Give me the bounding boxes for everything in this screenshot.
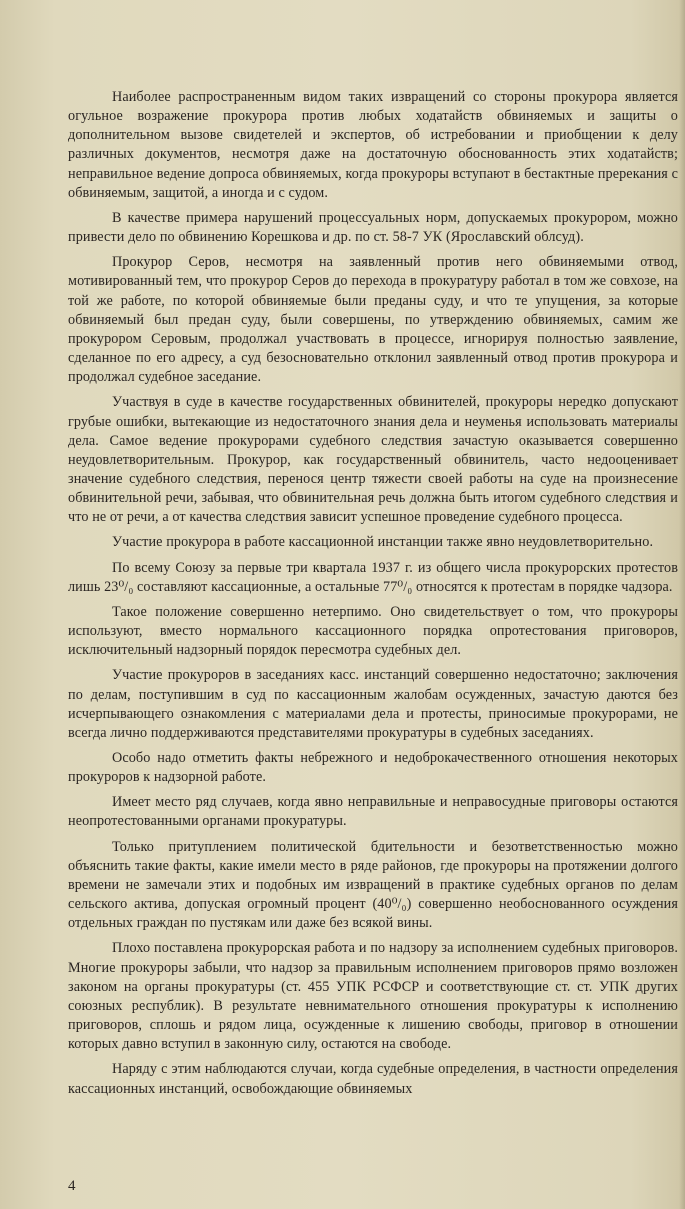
- paragraph-12: Плохо поставлена прокурорская работа и по надзору за исполнением судебных приговоров. Многие прокуроры забыли, что надзор за правильным исполнением приговоров прямо возложен законом на органы прокуратуры (ст. 455 УПК РСФСР и соответствующие ст. ст. УПК других союзных республик). В результате невнимательного отношения прокуратуры к исполнению приговоров, сплошь и рядом лица, осужденные к лишению свободы, приговор в отношении которых давно вступил в законную силу, остаются на свободе.: [68, 940, 678, 1053]
- paragraph-11: Только притуплением политической бдительности и безответственностью можно объяснить такие факты, какие имели место в ряде районов, где прокуроры на протяжении долгого времени не замечали этих и подобных им извращений в практике судебных органов по делам сельского актива, допуская огромный процент (40⁰/₀) совершенно необоснованного осуждения отдельных граждан по пустякам или даже без всякой вины.: [68, 838, 678, 932]
- paragraph-13: Наряду с этим наблюдаются случаи, когда судебные определения, в частности определения кассационных инстанций, освобождающие обвиняемых: [68, 1061, 678, 1097]
- page-edge-shadow: [679, 0, 685, 1209]
- paragraph-6: По всему Союзу за первые три квартала 1937 г. из общего числа прокурорских протестов лишь 23⁰/₀ составляют кассационные, а остальные 77⁰/₀ относятся к протестам в порядке чадзора.: [68, 559, 678, 595]
- paragraph-9: Особо надо отметить факты небрежного и недоброкачественного отношения некоторых прокуроров к надзорной работе.: [68, 750, 678, 786]
- paragraph-5: Участие прокурора в работе кассационной инстанции также явно неудовлетворительно.: [112, 534, 654, 551]
- body-text: [68, 88, 678, 1105]
- paragraph-2: В качестве примера нарушений процессуальных норм, допускаемых прокурором, можно привести дело по обвинению Корешкова и др. по ст. 58-7 УК (Ярославский облсуд).: [68, 209, 678, 246]
- paragraph-7: Такое положение совершенно нетерпимо. Оно свидетельствует о том, что прокуроры используют, вместо нормального кассационного порядка опротестования приговоров, исключительный надзорный порядок пересмотра судебных дел.: [68, 603, 678, 659]
- paragraph-4: Участвуя в суде в качестве государственных обвинителей, прокуроры нередко допускают грубые ошибки, вытекающие из недостаточного знания дела и неуменья использовать материалы дела. Самое ведение прокурорами судебного следствия зачастую оказывается совершенно неудовлетворительным. Прокурор, как государственный обвинитель, часто недооценивает значение судебного следствия, перенося центр тяжести своей работы на суде на произнесение обвинительной речи, забывая, что обвинительная речь должна быть итогом судебного следствия и что не от речи, а от качества следствия зависит успешное проведение судебного процесса.: [68, 394, 678, 526]
- paragraph-10: Имеет место ряд случаев, когда явно неправильные и неправосудные приговоры остаются неопротестованными органами прокуратуры.: [68, 794, 678, 830]
- paragraph-1: Наиболее распространенным видом таких извращений со стороны прокурора является огульное возражение прокурора против любых ходатайств обвиняемых и защиты о дополнительном вызове свидетелей и экспертов, об истребовании и приобщении к делу различных документов, несмотря даже на достаточную обоснованность этих ходатайств; неправильное ведение допроса обвиняемых, когда прокуроры вступают в бестактные пререкания с обвиняемым, защитой, а иногда и с судом.: [68, 89, 678, 201]
- paragraph-3: Прокурор Серов, несмотря на заявленный против него обвиняемыми отвод, мотивированный тем, что прокурор Серов до перехода в прокуратуру работал в том же совхозе, на той же работе, по которой обвиняемые были преданы суду, и что те упущения, за которые обвиняемый был предан суду, были совершены, по утверждению обвиняемых, самим же прокурором Серовым, продолжал участвовать в процессе, игнорируя полностью заявление, сделанное по его адресу, а суд безосновательно отклонил заявленный отвод против прокурора и продолжал судебное заседание.: [68, 254, 678, 386]
- paragraph-8: Участие прокуроров в заседаниях касс. инстанций совершенно недостаточно; заключения по делам, поступившим в суд по кассационным жалобам осужденных, зачастую даются без исчерпывающего ознакомления с материалами дела и протесты, приносимые прокурорами, не всегда лично поддерживаются представителями прокуратуры в судебных заседаниях.: [68, 667, 678, 741]
- page-number: 4: [68, 1178, 76, 1194]
